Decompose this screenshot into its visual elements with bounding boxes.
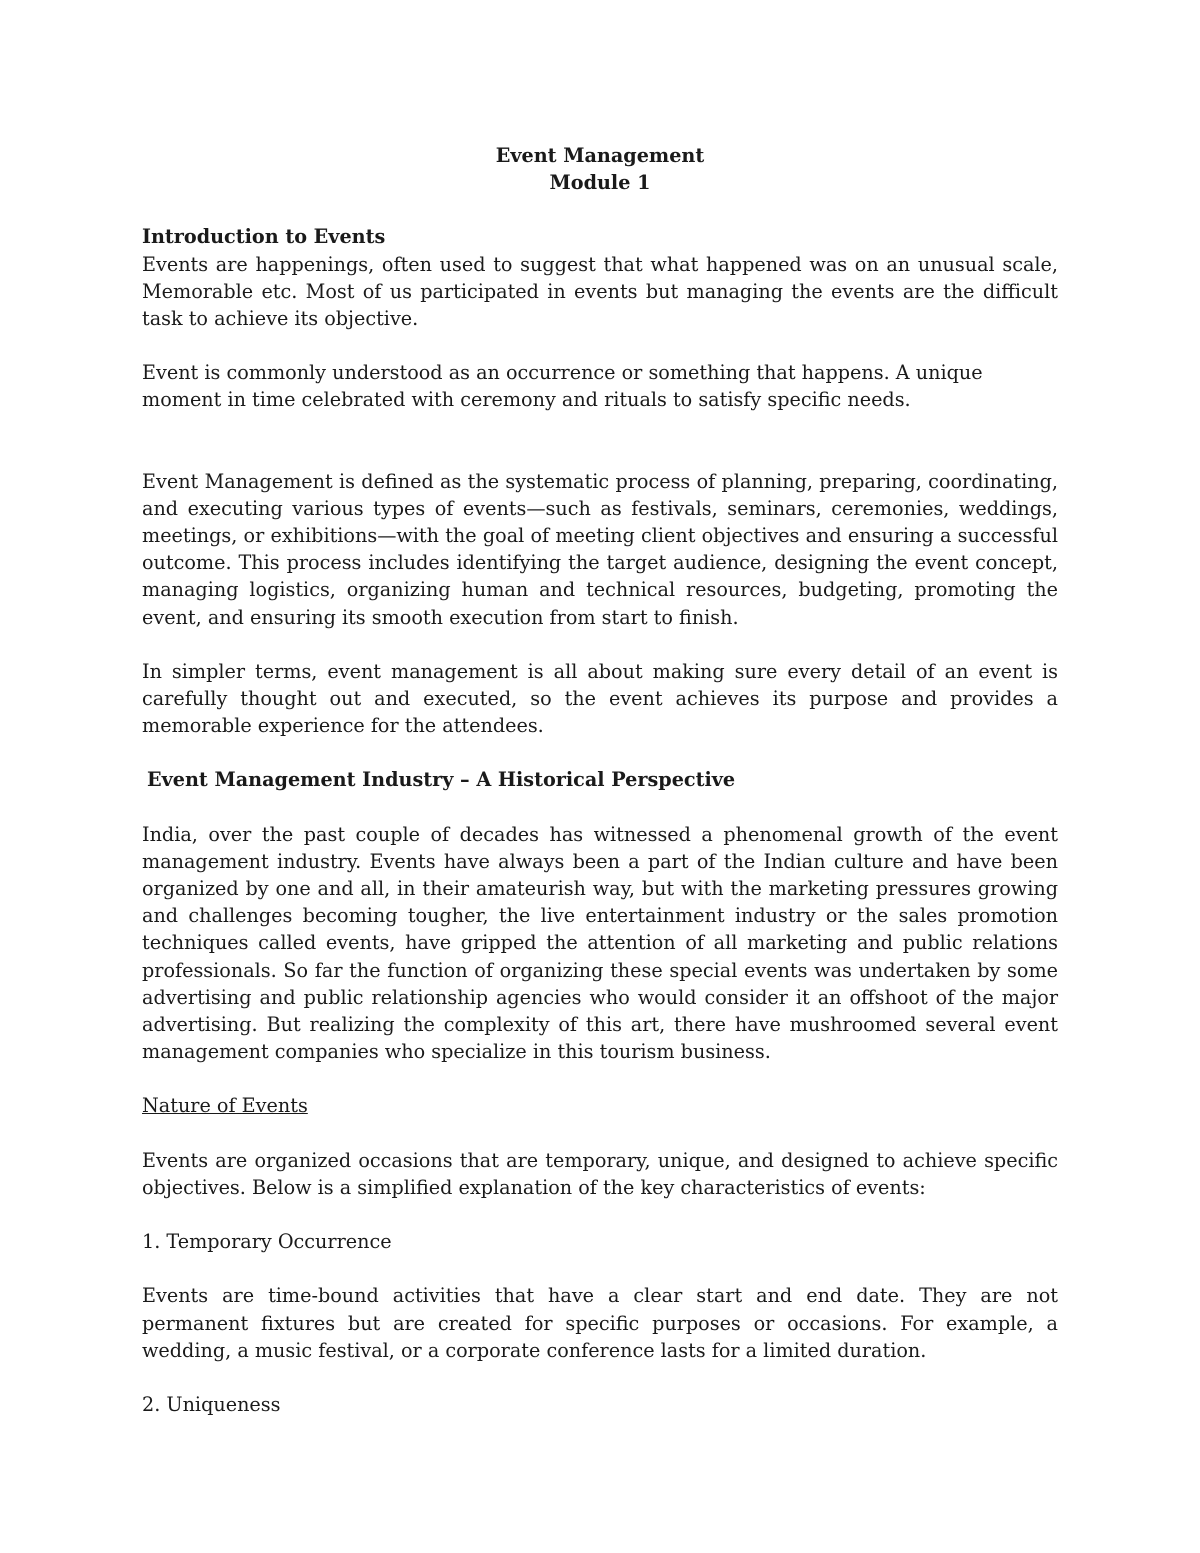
spacer xyxy=(142,1065,1058,1092)
history-heading: Event Management Industry – A Historical Perspective xyxy=(147,768,736,792)
spacer xyxy=(142,631,1058,658)
list-item-1-heading: 1. Temporary Occurrence xyxy=(142,1230,392,1254)
history-paragraph: India, over the past couple of decades has witnessed a phenomenal growth of the event management industry. Events have always been a part of the Indian culture and have been organized by one and all, in their amateurish way, but with the marketing pressures growing and challenges becoming tougher, the live entertainment industry or the sales promotion techniques called events, have gripped the attention of all marketing and public relations professionals. So far the function of organizing these special events was undertaken by some advertising and public relationship agencies who would consider it an offshoot of the major advertising. But realizing the complexity of this art, there have mushroomed several event management companies who specialize in this tourism business. xyxy=(142,822,1058,1064)
spacer xyxy=(142,1201,1058,1228)
title-block xyxy=(142,142,1058,196)
spacer xyxy=(142,414,1058,468)
list-item-1-paragraph: Events are time-bound activities that have a clear start and end date. They are not permanent fixtures but are created for specific purposes or occasions. For example, a wedding, a music festival, or a corporate conference lasts for a limited duration. xyxy=(142,1284,1058,1362)
nature-heading: Nature of Events xyxy=(142,1094,308,1118)
spacer xyxy=(142,196,1058,223)
document-body xyxy=(142,142,1058,1418)
intro-paragraph-1: Events are happenings, often used to suggest that what happened was on an unusual scale, Memorable etc. Most of us participated in events but managing the events are the difficult task to achieve its objective. xyxy=(142,252,1058,331)
intro-heading: Introduction to Events xyxy=(142,225,386,249)
nature-paragraph: Events are organized occasions that are temporary, unique, and designed to achieve specific objectives. Below is a simplified explanation of the key characteristics of events: xyxy=(142,1148,1058,1199)
intro-paragraph-2: Event is commonly understood as an occurrence or something that happens. A unique moment in time celebrated with ceremony and rituals to satisfy specific needs. xyxy=(142,361,983,412)
spacer xyxy=(142,332,1058,359)
list-item-2-heading: 2. Uniqueness xyxy=(142,1392,281,1416)
management-paragraph-1: Event Management is defined as the systematic process of planning, preparing, coordinating, and executing various types of events—such as festivals, seminars, ceremonies, weddings, meetings, or exhibitions—with the goal of meeting client objectives and ensuring a successful outcome. This process includes identifying the target audience, designing the event concept, managing logistics, organizing human and technical resources, budgeting, promoting the event, and ensuring its smooth execution from start to finish. xyxy=(142,469,1058,629)
spacer xyxy=(142,1364,1058,1391)
document-subtitle: Module 1 xyxy=(549,171,651,195)
spacer xyxy=(142,1120,1058,1147)
spacer xyxy=(142,739,1058,766)
spacer xyxy=(142,794,1058,821)
spacer xyxy=(142,1255,1058,1282)
management-paragraph-2: In simpler terms, event management is all about making sure every detail of an event is carefully thought out and executed, so the event achieves its purpose and provides a memorable experience for the attendees. xyxy=(142,659,1058,738)
document-title: Event Management xyxy=(495,144,705,167)
